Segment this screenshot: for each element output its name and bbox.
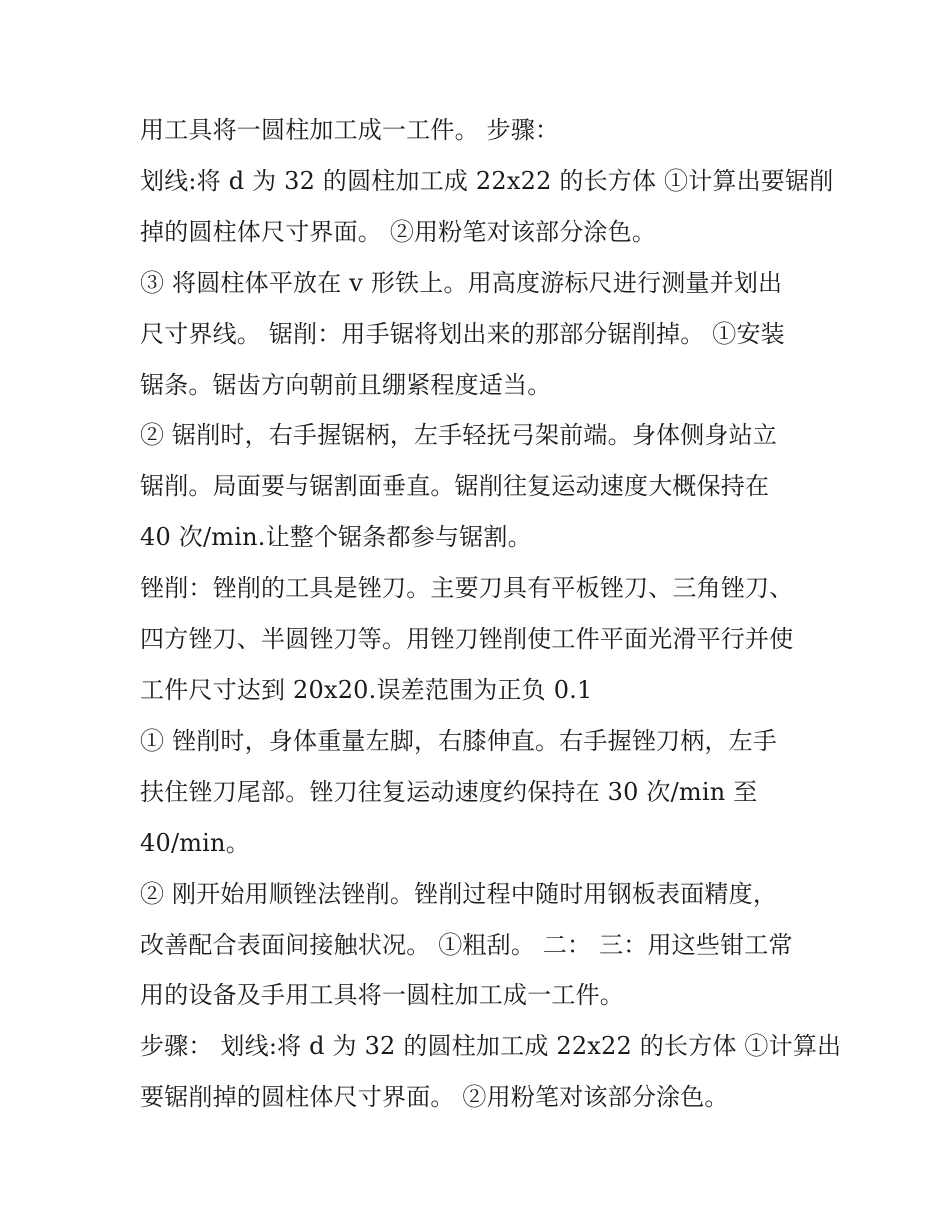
text-line: ③ 将圆柱体平放在 v 形铁上。用高度游标尺进行测量并划出: [140, 268, 783, 297]
document-body: [140, 105, 842, 1123]
text-line: 步骤： 划线:将 d 为 32 的圆柱加工成 22x22 的长方体 ①计算出: [140, 1032, 842, 1061]
text-line: ② 锯削时，右手握锯柄，左手轻抚弓架前端。身体侧身站立: [140, 421, 778, 450]
text-line: 锯削。局面要与锯割面垂直。锯削往复运动速度大概保持在: [140, 472, 770, 501]
text-line: 划线:将 d 为 32 的圆柱加工成 22x22 的长方体 ①计算出要锯削: [140, 166, 834, 195]
text-line: 40/min。: [140, 828, 250, 857]
text-line: 锯条。锯齿方向朝前且绷紧程度适当。: [140, 370, 552, 399]
text-line: 用的设备及手用工具将一圆柱加工成一工件。: [140, 981, 624, 1010]
text-line: ② 刚开始用顺锉法锉削。锉削过程中随时用钢板表面精度，: [140, 879, 778, 908]
text-line: 改善配合表面间接触状况。 ①粗刮。 二： 三：用这些钳工常: [140, 930, 793, 959]
text-line: 工件尺寸达到 20x20.误差范围为正负 0.1: [140, 675, 593, 704]
text-line: 锉削：锉削的工具是锉刀。主要刀具有平板锉刀、三角锉刀、: [140, 574, 794, 603]
text-line: 扶住锉刀尾部。锉刀往复运动速度约保持在 30 次/min 至: [140, 777, 758, 806]
text-line: 40 次/min.让整个锯条都参与锯割。: [140, 523, 532, 552]
text-line: 掉的圆柱体尺寸界面。 ②用粉笔对该部分涂色。: [140, 217, 657, 246]
text-line: 要锯削掉的圆柱体尺寸界面。 ②用粉笔对该部分涂色。: [140, 1083, 729, 1112]
text-line: ① 锉削时，身体重量左脚，右膝伸直。右手握锉刀柄，左手: [140, 726, 778, 755]
text-line: 四方锉刀、半圆锉刀等。用锉刀锉削使工件平面光滑平行并使: [140, 625, 794, 654]
text-line: 用工具将一圆柱加工成一工件。 步骤：: [140, 116, 560, 144]
text-line: 尺寸界线。 锯削：用手锯将划出来的那部分锯削掉。 ①安装: [140, 319, 785, 348]
